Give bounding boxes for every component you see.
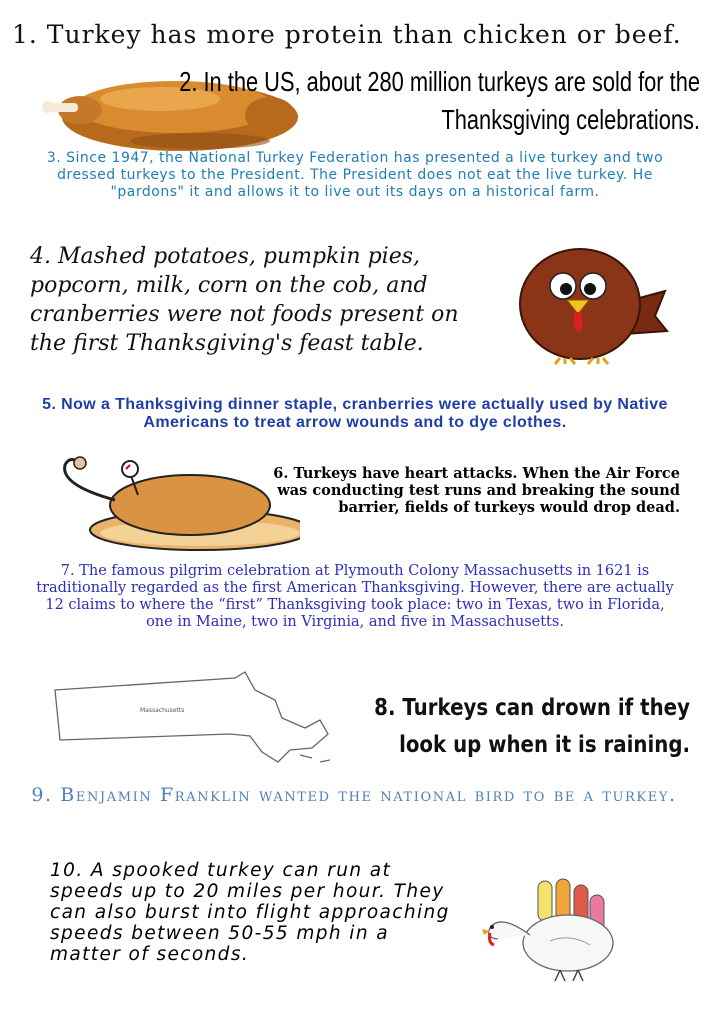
cartoon-turkey-image — [505, 236, 670, 366]
fact-7: 7. The famous pilgrim celebration at Plymouth Colony Massachusetts in 1621 is traditionally regarded as the first American Thanksgiving. However, there are actually 12 claims to where the “first” Thanksgiving took place: two in Texas, two in Florida, one in Maine, two in Virginia, and five in Massachusetts. — [36, 563, 674, 630]
fact-3: 3. Since 1947, the National Turkey Federation has presented a live turkey and two dressed turkeys to the President. The President does not eat the live turkey. He "pardons" it and allows it to live out its days on a historical farm. — [46, 150, 664, 200]
fact-6: 6. Turkeys have heart attacks. When the Air Force was conducting test runs and breaking the sound barrier, fields of turkeys would drop dead. — [273, 465, 680, 516]
massachusetts-map-image — [50, 650, 340, 770]
fact-10: 10. A spooked turkey can run at speeds up to 20 miles per hour. They can also burst into flight approaching speeds between 50-55 mph in a matter of seconds. — [50, 860, 450, 965]
fact-4: 4. Mashed potatoes, pumpkin pies, popcorn, milk, corn on the cob, and cranberries were not foods present on the first Thanksgiving's feast table. — [30, 244, 459, 356]
fact-2: 2. In the US, about 280 million turkeys are sold for the Thanksgiving celebrations. — [179, 66, 700, 135]
fact-5: 5. Now a Thanksgiving dinner staple, cranberries were actually used by Native Americans to treat arrow wounds and to dye clothes. — [42, 396, 668, 431]
fact-8: 8. Turkeys can drown if they look up when it is raining. — [374, 695, 690, 758]
fact-1: 1. Turkey has more protein than chicken or beef. — [12, 20, 682, 49]
fact-9: 9. Benjamin Franklin wanted the national bird to be a turkey. — [31, 784, 677, 806]
hand-turkey-image — [460, 873, 630, 983]
map-label: Massachusetts — [140, 707, 185, 714]
